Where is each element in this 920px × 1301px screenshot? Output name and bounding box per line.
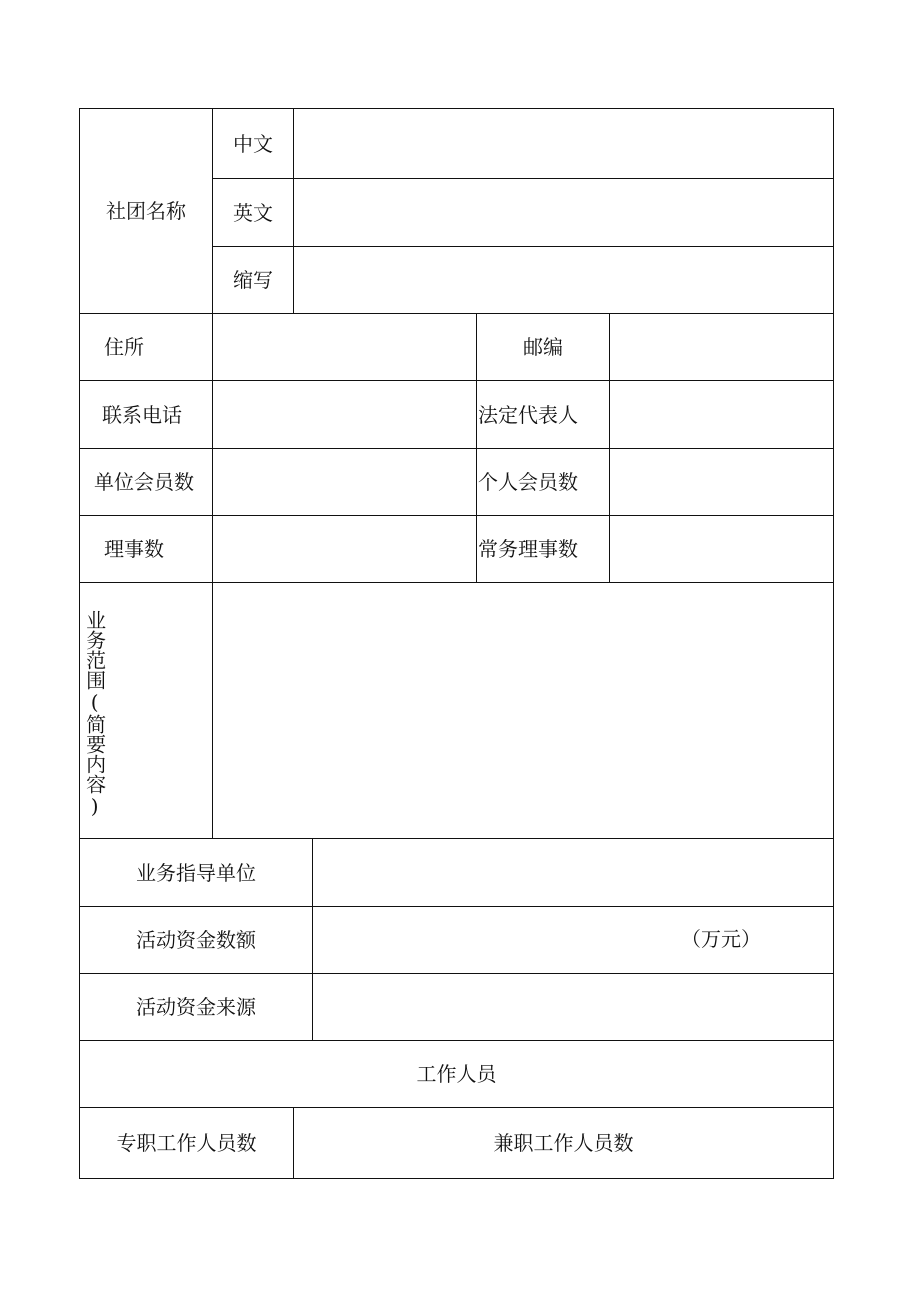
parttime-staff-count-label: 兼职工作人员数 (493, 1131, 634, 1155)
supervising-unit-field[interactable] (313, 839, 833, 906)
supervising-unit-label: 业务指导单位 (136, 860, 256, 885)
chinese-name-field[interactable] (294, 109, 833, 178)
activity-funds-source-label: 活动资金来源 (136, 995, 256, 1019)
business-scope-field[interactable] (213, 583, 833, 838)
unit-members-field[interactable] (213, 449, 476, 515)
activity-funds-source-field[interactable] (313, 974, 833, 1040)
activity-funds-amount-label: 活动资金数额 (136, 928, 256, 952)
business-scope-vertical-label: 业务范围(简要内容) (82, 610, 107, 818)
abbreviation-field[interactable] (294, 247, 833, 313)
society-name-label: 社团名称 (106, 199, 186, 223)
table-outer-border-bottom (79, 1178, 834, 1179)
postcode-field[interactable] (610, 314, 833, 380)
directors-label: 理事数 (104, 537, 164, 561)
directors-field[interactable] (213, 516, 476, 582)
unit-members-label: 单位会员数 (94, 470, 194, 494)
table-outer-border-right (833, 108, 834, 1179)
phone-label: 联系电话 (102, 402, 182, 427)
legal-representative-label: 法定代表人 (478, 402, 578, 427)
individual-members-field[interactable] (610, 449, 833, 515)
individual-members-label: 个人会员数 (478, 470, 578, 494)
funds-unit-label: （万元） (681, 927, 761, 951)
legal-representative-field[interactable] (610, 381, 833, 448)
chinese-name-label: 中文 (233, 131, 273, 156)
phone-field[interactable] (213, 381, 476, 448)
abbreviation-label: 缩写 (233, 268, 273, 292)
address-label: 住所 (104, 335, 144, 359)
english-name-label: 英文 (233, 200, 273, 225)
address-field[interactable] (213, 314, 476, 380)
postcode-label: 邮编 (523, 335, 563, 359)
standing-directors-field[interactable] (610, 516, 833, 582)
staff-header: 工作人员 (416, 1062, 497, 1086)
standing-directors-label: 常务理事数 (478, 537, 578, 561)
fulltime-staff-count-label: 专职工作人员数 (116, 1131, 257, 1155)
english-name-field[interactable] (294, 179, 833, 246)
